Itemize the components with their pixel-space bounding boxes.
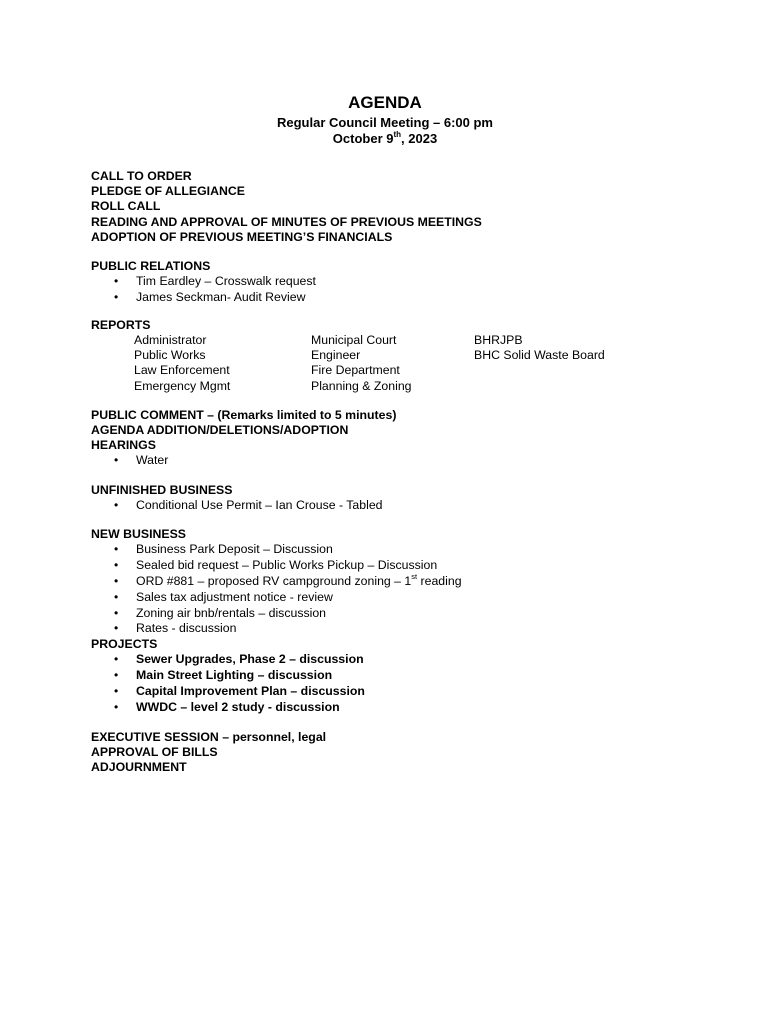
executive-session: EXECUTIVE SESSION – personnel, legal — [91, 729, 327, 744]
report-cell: Administrator — [134, 333, 207, 348]
new-business-heading: NEW BUSINESS — [91, 527, 186, 542]
closing-items — [91, 730, 691, 776]
report-cell: Municipal Court — [311, 333, 397, 348]
reports-section — [91, 318, 691, 394]
agenda-title: AGENDA — [348, 93, 422, 112]
meeting-date — [0, 131, 770, 147]
date-ordinal: th — [393, 129, 402, 139]
opening-items — [91, 169, 691, 245]
bullet-icon: • — [114, 699, 119, 714]
public-relations-section — [91, 259, 691, 306]
bullet-icon: • — [114, 589, 119, 604]
report-cell: Fire Department — [311, 363, 400, 378]
report-cell: BHRJPB — [474, 333, 523, 348]
date-suffix: , 2023 — [401, 131, 438, 146]
report-cell — [474, 379, 634, 394]
list-item: • Business Park Deposit – Discussion — [114, 542, 333, 557]
call-to-order: CALL TO ORDER — [91, 169, 192, 183]
list-item: • WWDC – level 2 study - discussion — [114, 699, 340, 714]
report-cell: Law Enforcement — [134, 363, 230, 378]
bullet-icon: • — [114, 652, 119, 667]
bullet-icon: • — [114, 605, 119, 620]
list-item: • Sealed bid request – Public Works Pickup – Discussion — [114, 558, 438, 573]
list-item: • Zoning air bnb/rentals – discussion — [114, 605, 327, 620]
bullet-icon: • — [114, 668, 119, 683]
list-item: • Sewer Upgrades, Phase 2 – discussion — [114, 652, 364, 667]
list-item: • Conditional Use Permit – Ian Crouse - Tabled — [114, 498, 383, 513]
list-item: • Capital Improvement Plan – discussion — [114, 684, 365, 699]
report-cell: BHC Solid Waste Board — [474, 348, 605, 363]
list-item: • Sales tax adjustment notice - review — [114, 589, 333, 604]
bullet-icon: • — [114, 684, 119, 699]
bullet-icon: • — [114, 558, 119, 573]
bullet-icon: • — [114, 274, 119, 289]
bullet-icon: • — [114, 498, 119, 513]
roll-call: ROLL CALL — [91, 199, 161, 214]
reports-heading: REPORTS — [91, 317, 151, 332]
minutes-approval: READING AND APPROVAL OF MINUTES OF PREVIOUS MEETINGS — [91, 214, 482, 229]
reports-grid — [91, 333, 691, 394]
bullet-icon: • — [114, 290, 119, 305]
projects-section — [91, 637, 691, 715]
financials-adoption: ADOPTION OF PREVIOUS MEETING’S FINANCIALS — [91, 229, 393, 244]
meeting-subtitle: Regular Council Meeting – 6:00 pm — [277, 115, 493, 130]
agenda-body — [91, 169, 691, 775]
approval-of-bills: APPROVAL OF BILLS — [91, 744, 218, 759]
bullet-icon: • — [114, 574, 119, 589]
bullet-icon: • — [114, 621, 119, 636]
list-item: • ORD #881 – proposed RV campground zoning – 1st reading — [114, 571, 462, 589]
report-cell: Planning & Zoning — [311, 378, 412, 393]
bullet-icon: • — [114, 453, 119, 468]
public-relations-heading: PUBLIC RELATIONS — [91, 259, 211, 274]
list-item: • Main Street Lighting – discussion — [114, 668, 333, 683]
list-item: • James Seckman- Audit Review — [114, 290, 306, 305]
pledge-of-allegiance: PLEDGE OF ALLEGIANCE — [91, 184, 245, 199]
list-item: • Water — [114, 453, 169, 468]
list-item: • Tim Eardley – Crosswalk request — [114, 274, 316, 289]
adjournment: ADJOURNMENT — [91, 760, 187, 775]
agenda-adoption: AGENDA ADDITION/DELETIONS/ADOPTION — [91, 423, 349, 438]
projects-heading: PROJECTS — [91, 637, 158, 652]
report-cell: Engineer — [311, 348, 361, 363]
report-cell: Emergency Mgmt — [134, 378, 231, 393]
report-cell: Public Works — [134, 348, 206, 363]
bullet-icon: • — [114, 542, 119, 557]
middle-items — [91, 408, 691, 469]
unfinished-business-heading: UNFINISHED BUSINESS — [91, 483, 233, 498]
hearings-heading: HEARINGS — [91, 438, 156, 453]
unfinished-business-section — [91, 483, 691, 514]
report-cell — [474, 363, 634, 378]
date-prefix: October 9 — [332, 131, 394, 146]
public-comment: PUBLIC COMMENT – (Remarks limited to 5 minutes) — [91, 407, 397, 422]
agenda-header — [0, 93, 770, 147]
list-item: • Rates - discussion — [114, 621, 237, 636]
new-business-section — [91, 527, 691, 637]
